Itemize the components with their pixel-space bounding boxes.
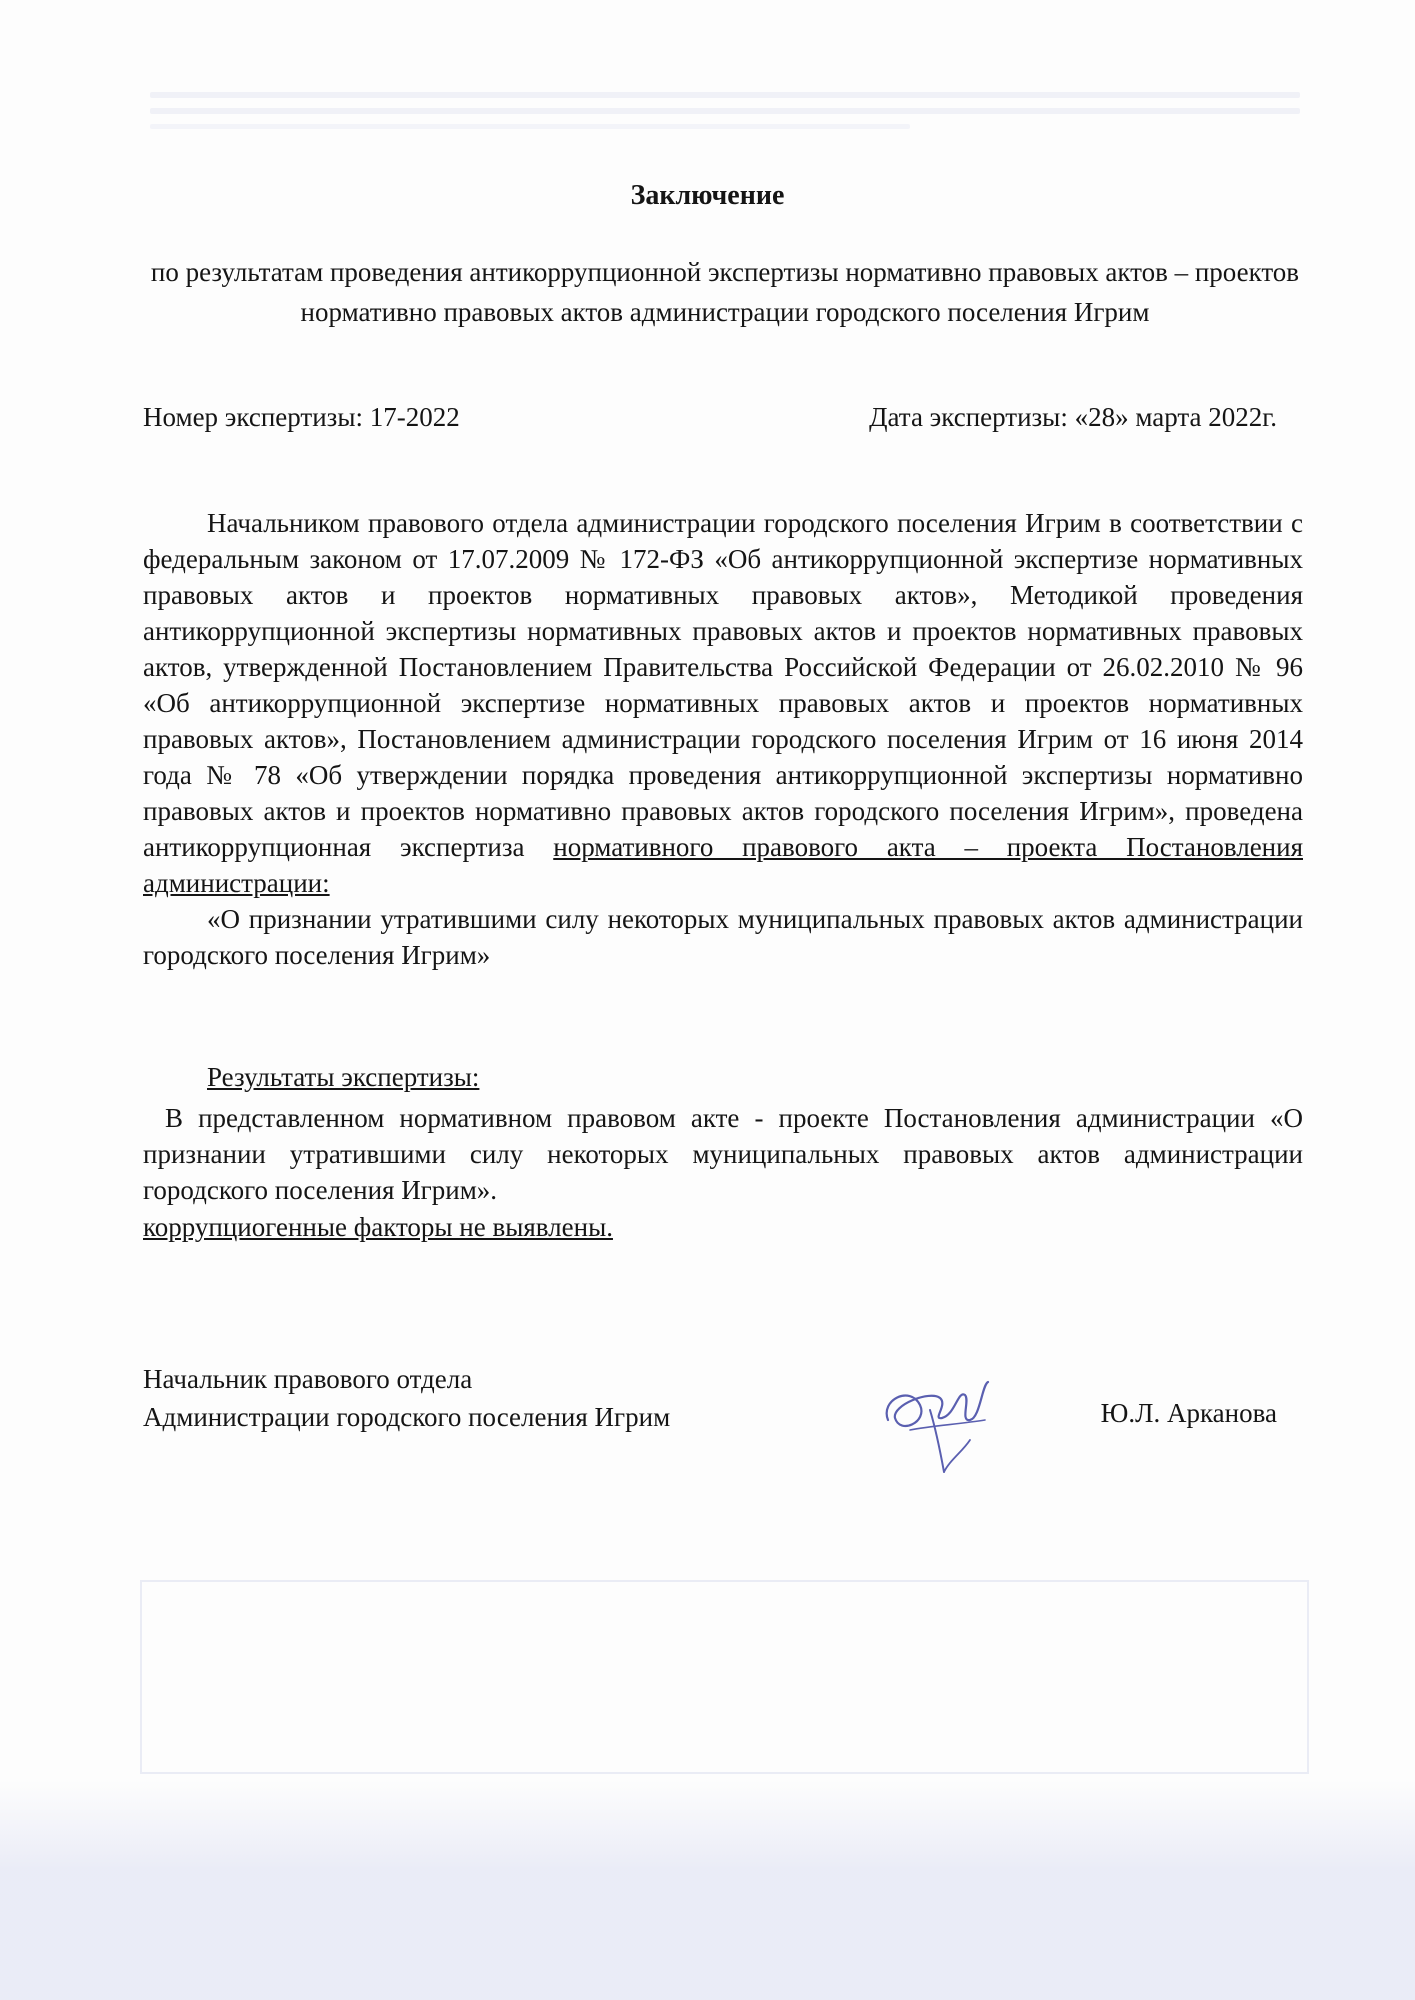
show-through-table — [140, 1580, 1309, 1774]
signer-name: Ю.Л. Арканова — [1100, 1398, 1277, 1428]
document-body — [143, 505, 1303, 973]
handwritten-signature — [870, 1360, 1010, 1480]
expertise-date: Дата экспертизы: «28» марта 2022г. — [869, 402, 1277, 432]
show-through-line — [150, 124, 910, 129]
document-title: Заключение — [630, 180, 785, 211]
body-main-text: Начальником правового отдела администрации городского поселения Игрим в соответствии с федеральным законом от 17.07.2009 № 172-ФЗ «Об антикоррупционной экспертизе нормативных правовых актов и проектов нормативных правовых актов», Методикой проведения антикоррупционной экспертизы нормативных правовых актов и проектов нормативных правовых актов, утвержденной Постановлением Правительства Российской Федерации от 26.02.2010 № 96 «Об антикоррупционной экспертизе нормативных правовых актов и проектов нормативных правовых актов», Постановлением администрации городского поселения Игрим от 16 июня 2014 года № 78 «Об утверждении порядка проведения антикоррупционной экспертизы нормативно правовых актов и проектов нормативно правовых актов городского поселения Игрим», проведена антикоррупционная экспертиза — [143, 508, 1303, 862]
body-underlined-text: нормативного правового акта – проекта Постановления администрации: — [143, 832, 1303, 898]
show-through-line — [150, 92, 1300, 98]
signer-title-line2: Администрации городского поселения Игрим — [143, 1402, 671, 1432]
results-block — [143, 1100, 1303, 1208]
show-through-line — [150, 108, 1300, 114]
document-subtitle: по результатам проведения антикоррупционной экспертизы нормативно правовых актов – проектов нормативно правовых актов администрации городского поселения Игрим — [150, 257, 1300, 327]
results-heading: Результаты экспертизы: — [207, 1062, 480, 1092]
act-title-quote: «О признании утратившими силу некоторых муниципальных правовых актов администрации городского поселения Игрим» — [143, 904, 1303, 970]
expertise-number: Номер экспертизы: 17-2022 — [143, 402, 460, 432]
results-text: В представленном нормативном правовом акте - проекте Постановления администрации «О признании утратившими силу некоторых муниципальных правовых актов администрации городского поселения Игрим». — [143, 1103, 1303, 1205]
conclusion-text: коррупциогенные факторы не выявлены. — [143, 1212, 613, 1242]
show-through-band — [0, 1780, 1415, 2000]
body-paragraph — [143, 505, 1303, 901]
signer-title — [143, 1360, 670, 1436]
signer-title-line1: Начальник правового отдела — [143, 1364, 473, 1394]
